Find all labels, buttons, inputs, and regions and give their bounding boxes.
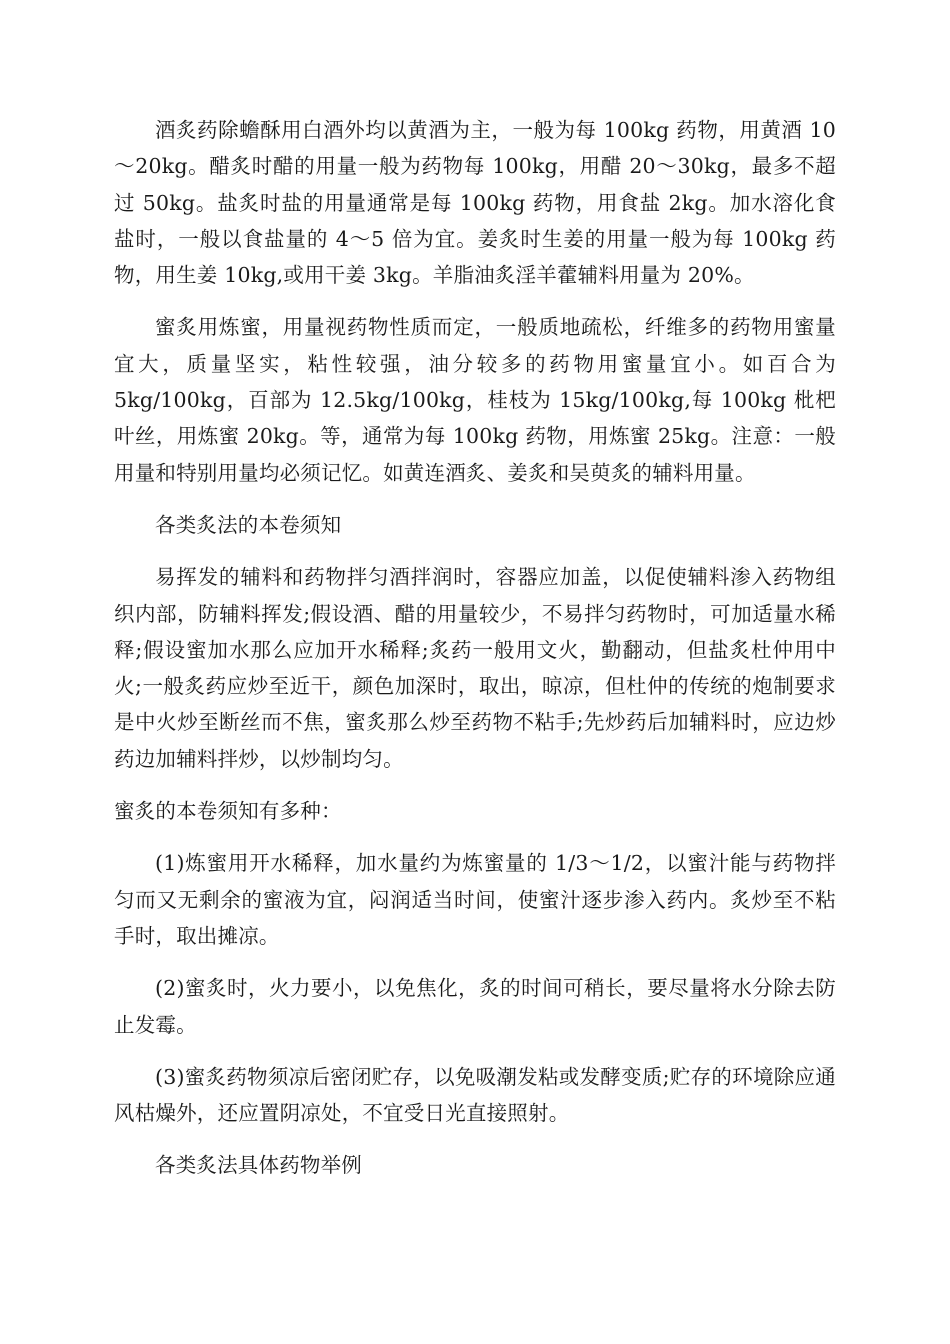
- list-item-honey-precaution-3: (3)蜜炙药物须凉后密闭贮存，以免吸潮发粘或发酵变质;贮存的环境除应通风枯燥外，还应置阴凉处，不宜受日光直接照射。: [114, 1064, 836, 1126]
- section-heading-examples: 各类炙法具体药物举例: [155, 1153, 362, 1178]
- paragraph-precautions: 易挥发的辅料和药物拌匀酒拌润时，容器应加盖，以促使辅料渗入药物组织内部，防辅料挥发;假设酒、醋的用量较少，不易拌匀药物时，可加适量水稀释;假设蜜加水那么应加开水稀释;炙药一般用文火，勤翻动，但盐炙杜仲用中火;一般炙药应炒至近干，颜色加深时，取出，晾凉，但杜仲的传统的炮制要求是中火炒至断丝而不焦，蜜炙那么炒至药物不粘手;先炒药后加辅料时，应边炒药边加辅料拌炒，以炒制均匀。: [114, 565, 836, 771]
- paragraph-honey-precautions-intro: 蜜炙的本卷须知有多种：: [114, 799, 342, 824]
- list-item-honey-precaution-1: (1)炼蜜用开水稀释，加水量约为炼蜜量的 1/3～1/2，以蜜汁能与药物拌匀而又无剩余的蜜液为宜，闷润适当时间，使蜜汁逐步渗入药内。炙炒至不粘手时，取出摊凉。: [114, 851, 836, 948]
- paragraph-wine-vinegar-salt-ginger-dosage: 酒炙药除蟾酥用白酒外均以黄酒为主，一般为每 100kg 药物，用黄酒 10～20kg。醋炙时醋的用量一般为药物每 100kg，用醋 20～30kg，最多不超过 50kg。盐炙时盐的用量通常是每 100kg 药物，用食盐 2kg。加水溶化食盐时，一般以食盐量的 4～5 倍为宜。姜炙时生姜的用量一般为每 100kg 药物，用生姜 10kg,或用干姜 3kg。羊脂油炙淫羊藿辅料用量为 20%。: [114, 118, 836, 288]
- paragraph-honey-dosage: 蜜炙用炼蜜，用量视药物性质而定，一般质地疏松，纤维多的药物用蜜量宜大，质量坚实，粘性较强，油分较多的药物用蜜量宜小。如百合为 5kg/100kg，百部为 12.5kg/100kg，桂枝为 15kg/100kg,每 100kg 枇杷叶丝，用炼蜜 20kg。等，通常为每 100kg 药物，用炼蜜 25kg。注意：一般用量和特别用量均必须记忆。如黄连酒炙、姜炙和吴萸炙的辅料用量。: [114, 315, 836, 485]
- list-item-honey-precaution-2: (2)蜜炙时，火力要小，以免焦化，炙的时间可稍长，要尽量将水分除去防止发霉。: [114, 976, 836, 1037]
- section-heading-precautions: 各类炙法的本卷须知: [155, 512, 342, 537]
- document-body: [114, 112, 836, 1200]
